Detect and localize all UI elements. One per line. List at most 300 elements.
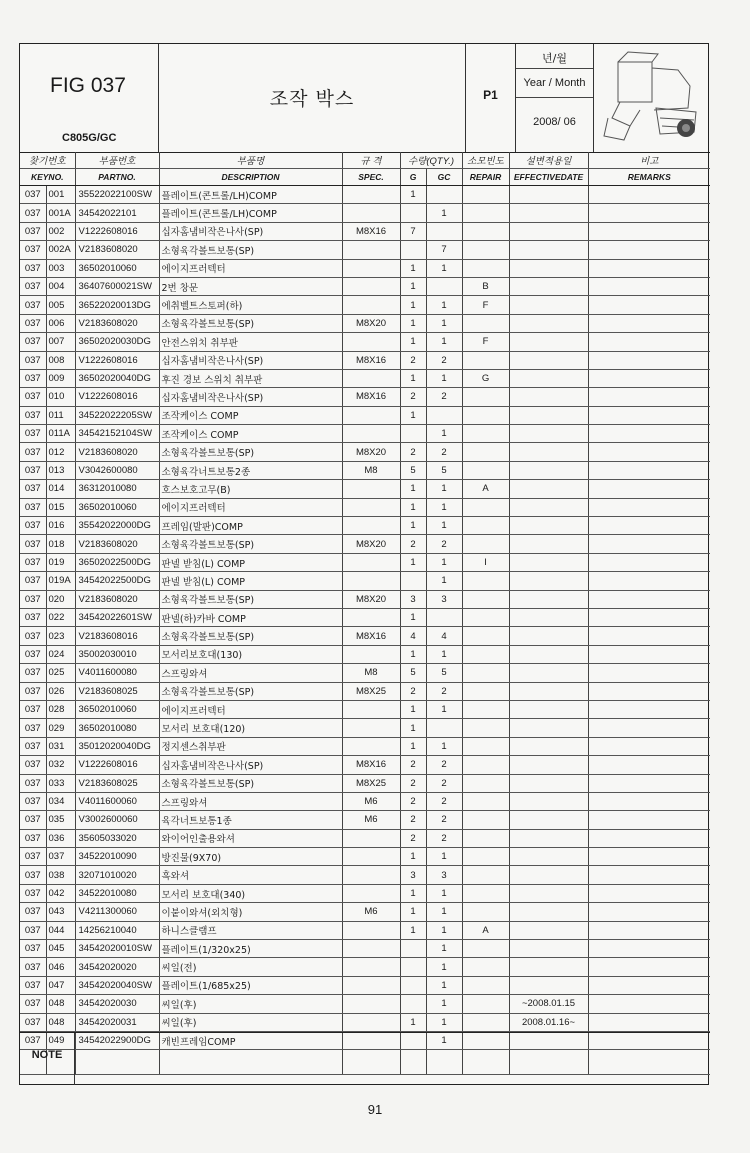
table-row	[20, 259, 710, 277]
part-description: 이붙이와셔(외치형)	[159, 903, 342, 921]
qty-g: 1	[400, 903, 426, 921]
remarks	[588, 719, 710, 737]
keyno-prefix: 037	[20, 351, 46, 369]
qty-g: 1	[400, 498, 426, 516]
effective-date	[509, 884, 588, 902]
repair-code	[462, 995, 509, 1013]
part-spec	[342, 645, 400, 663]
remarks	[588, 940, 710, 958]
qty-g: 5	[400, 664, 426, 682]
qty-gc: 1	[426, 517, 462, 535]
part-description: 소형육각너트보통2종	[159, 461, 342, 479]
table-row	[20, 737, 710, 755]
repair-code	[462, 572, 509, 590]
part-spec: M8X16	[342, 351, 400, 369]
note-label: NOTE	[20, 1033, 75, 1085]
keyno-suffix: 005	[46, 296, 75, 314]
remarks	[588, 241, 710, 259]
keyno-prefix: 037	[20, 645, 46, 663]
qty-g: 3	[400, 590, 426, 608]
part-description: 에이지프러텍터	[159, 498, 342, 516]
remarks	[588, 903, 710, 921]
qty-g: 1	[400, 277, 426, 295]
table-row	[20, 811, 710, 829]
table-row	[20, 682, 710, 700]
date-cell	[516, 44, 594, 152]
table-row	[20, 627, 710, 645]
keyno-suffix: 016	[46, 517, 75, 535]
effective-date	[509, 572, 588, 590]
effective-date	[509, 792, 588, 810]
qty-gc: 5	[426, 664, 462, 682]
part-description: 정지센스취부판	[159, 737, 342, 755]
part-spec	[342, 700, 400, 718]
keyno-prefix: 037	[20, 866, 46, 884]
part-number: 34542022601SW	[75, 608, 159, 626]
qty-g: 2	[400, 351, 426, 369]
table-row	[20, 222, 710, 240]
repair-code: I	[462, 553, 509, 571]
repair-code	[462, 406, 509, 424]
qty-g	[400, 572, 426, 590]
table-row	[20, 590, 710, 608]
table-row	[20, 461, 710, 479]
table-row	[20, 958, 710, 976]
keyno-suffix: 009	[46, 369, 75, 387]
date-label-ko: 년/월	[542, 52, 567, 65]
qty-gc: 1	[426, 572, 462, 590]
keyno-prefix: 037	[20, 277, 46, 295]
effective-date	[509, 222, 588, 240]
keyno-suffix: 031	[46, 737, 75, 755]
part-number: V2183608020	[75, 443, 159, 461]
col-eff-en: EFFECTIVEDATE	[509, 169, 588, 186]
part-spec: M8X16	[342, 388, 400, 406]
qty-gc: 1	[426, 498, 462, 516]
table-row	[20, 664, 710, 682]
effective-date	[509, 811, 588, 829]
remarks	[588, 829, 710, 847]
qty-gc: 2	[426, 774, 462, 792]
part-number: V2183608020	[75, 535, 159, 553]
part-description: 판넬 받침(L) COMP	[159, 553, 342, 571]
remarks	[588, 480, 710, 498]
part-number: 34542022500DG	[75, 572, 159, 590]
repair-code	[462, 241, 509, 259]
table-row	[20, 443, 710, 461]
qty-gc: 1	[426, 553, 462, 571]
effective-date: 2008.01.16~	[509, 1013, 588, 1031]
part-number: V1222608016	[75, 351, 159, 369]
effective-date	[509, 590, 588, 608]
qty-g: 1	[400, 369, 426, 387]
part-number: V1222608016	[75, 756, 159, 774]
qty-g: 1	[400, 517, 426, 535]
keyno-prefix: 037	[20, 829, 46, 847]
table-row	[20, 572, 710, 590]
qty-g: 1	[400, 186, 426, 204]
remarks	[588, 498, 710, 516]
keyno-suffix: 047	[46, 976, 75, 994]
note-row	[20, 1032, 710, 1085]
part-number: 35542022000DG	[75, 517, 159, 535]
part-number: V3002600060	[75, 811, 159, 829]
effective-date	[509, 351, 588, 369]
part-description: 모서리보호대(130)	[159, 645, 342, 663]
keyno-suffix: 037	[46, 848, 75, 866]
effective-date	[509, 829, 588, 847]
col-remarks-ko: 비고	[588, 152, 710, 169]
table-row	[20, 700, 710, 718]
part-description: 에이지프러텍터	[159, 259, 342, 277]
part-description: 플레이트(1/320x25)	[159, 940, 342, 958]
keyno-suffix: 028	[46, 700, 75, 718]
qty-gc: 1	[426, 995, 462, 1013]
table-row	[20, 1013, 710, 1031]
keyno-prefix: 037	[20, 333, 46, 351]
keyno-prefix: 037	[20, 296, 46, 314]
qty-gc	[426, 277, 462, 295]
qty-g: 1	[400, 645, 426, 663]
keyno-prefix: 037	[20, 443, 46, 461]
remarks	[588, 222, 710, 240]
keyno-suffix: 015	[46, 498, 75, 516]
keyno-suffix: 011A	[46, 425, 75, 443]
table-row	[20, 884, 710, 902]
part-number: 34542020031	[75, 1013, 159, 1031]
col-qty-ko: 수량(QTY.)	[400, 152, 462, 169]
table-row	[20, 369, 710, 387]
remarks	[588, 645, 710, 663]
keyno-prefix: 037	[20, 608, 46, 626]
qty-gc: 7	[426, 241, 462, 259]
effective-date	[509, 259, 588, 277]
qty-gc: 2	[426, 535, 462, 553]
harvester-thumbnail-image	[600, 48, 704, 146]
parts-sheet	[19, 43, 709, 1085]
table-row	[20, 608, 710, 626]
keyno-prefix: 037	[20, 517, 46, 535]
part-number: V1222608016	[75, 388, 159, 406]
table-row	[20, 535, 710, 553]
qty-gc: 1	[426, 645, 462, 663]
part-description: 와이어인출용와셔	[159, 829, 342, 847]
keyno-suffix: 023	[46, 627, 75, 645]
part-spec: M8X25	[342, 682, 400, 700]
qty-g: 1	[400, 1013, 426, 1031]
header-row-korean	[20, 152, 710, 169]
keyno-suffix: 008	[46, 351, 75, 369]
date-value: 2008/ 06	[533, 116, 576, 128]
part-number: 34542020020	[75, 958, 159, 976]
qty-gc: 5	[426, 461, 462, 479]
remarks	[588, 259, 710, 277]
qty-g: 1	[400, 553, 426, 571]
remarks	[588, 572, 710, 590]
table-row	[20, 940, 710, 958]
effective-date	[509, 186, 588, 204]
remarks	[588, 811, 710, 829]
part-number: 36407600021SW	[75, 277, 159, 295]
remarks	[588, 921, 710, 939]
qty-g: 2	[400, 756, 426, 774]
keyno-prefix: 037	[20, 461, 46, 479]
qty-g	[400, 204, 426, 222]
table-row	[20, 333, 710, 351]
remarks	[588, 553, 710, 571]
col-partno-ko: 부품번호	[75, 152, 159, 169]
part-spec: M6	[342, 811, 400, 829]
part-spec	[342, 369, 400, 387]
qty-gc: 1	[426, 921, 462, 939]
repair-code	[462, 700, 509, 718]
part-spec	[342, 498, 400, 516]
repair-code	[462, 608, 509, 626]
qty-gc: 1	[426, 976, 462, 994]
keyno-suffix: 007	[46, 333, 75, 351]
effective-date	[509, 608, 588, 626]
repair-code	[462, 425, 509, 443]
remarks	[588, 351, 710, 369]
qty-g	[400, 940, 426, 958]
effective-date	[509, 682, 588, 700]
qty-gc: 2	[426, 388, 462, 406]
qty-gc: 1	[426, 369, 462, 387]
repair-code	[462, 259, 509, 277]
col-repair-ko: 소모빈도	[462, 152, 509, 169]
repair-code	[462, 645, 509, 663]
qty-g: 1	[400, 700, 426, 718]
col-desc-en: DESCRIPTION	[159, 169, 342, 186]
part-description: 씨일(후)	[159, 1013, 342, 1031]
part-spec	[342, 884, 400, 902]
qty-g: 2	[400, 388, 426, 406]
qty-gc: 2	[426, 792, 462, 810]
keyno-suffix: 012	[46, 443, 75, 461]
part-description: 십자홈냄비작은나사(SP)	[159, 222, 342, 240]
repair-code	[462, 848, 509, 866]
keyno-prefix: 037	[20, 976, 46, 994]
table-row	[20, 976, 710, 994]
keyno-suffix: 048	[46, 1013, 75, 1031]
part-description: 소형육각볼트보통(SP)	[159, 682, 342, 700]
effective-date	[509, 903, 588, 921]
part-description: 소형육각볼트보통(SP)	[159, 443, 342, 461]
keyno-suffix: 044	[46, 921, 75, 939]
part-number: 34542020040SW	[75, 976, 159, 994]
keyno-prefix: 037	[20, 1031, 46, 1049]
keyno-suffix: 018	[46, 535, 75, 553]
keyno-prefix: 037	[20, 884, 46, 902]
remarks	[588, 461, 710, 479]
part-description: 2번 창문	[159, 277, 342, 295]
remarks	[588, 314, 710, 332]
repair-code	[462, 1013, 509, 1031]
keyno-prefix: 037	[20, 480, 46, 498]
part-description: 십자홈냄비작은나사(SP)	[159, 351, 342, 369]
table-row	[20, 829, 710, 847]
table-row	[20, 498, 710, 516]
keyno-prefix: 037	[20, 498, 46, 516]
qty-g	[400, 976, 426, 994]
qty-g: 1	[400, 480, 426, 498]
part-description: 모서리 보호대(340)	[159, 884, 342, 902]
qty-g: 1	[400, 884, 426, 902]
keyno-suffix: 038	[46, 866, 75, 884]
effective-date	[509, 314, 588, 332]
part-number: 34542152104SW	[75, 425, 159, 443]
remarks	[588, 425, 710, 443]
qty-gc: 1	[426, 848, 462, 866]
qty-g: 1	[400, 333, 426, 351]
keyno-prefix: 037	[20, 1013, 46, 1031]
keyno-prefix: 037	[20, 572, 46, 590]
remarks	[588, 608, 710, 626]
table-row	[20, 848, 710, 866]
part-spec: M8X20	[342, 443, 400, 461]
part-spec: M8X16	[342, 222, 400, 240]
table-row	[20, 186, 710, 204]
effective-date	[509, 425, 588, 443]
part-number: 34542022101	[75, 204, 159, 222]
keyno-prefix: 037	[20, 756, 46, 774]
keyno-suffix: 046	[46, 958, 75, 976]
repair-code	[462, 461, 509, 479]
part-spec	[342, 186, 400, 204]
part-spec	[342, 866, 400, 884]
keyno-prefix: 037	[20, 700, 46, 718]
col-repair-en: REPAIR	[462, 169, 509, 186]
keyno-prefix: 037	[20, 719, 46, 737]
remarks	[588, 958, 710, 976]
repair-code	[462, 940, 509, 958]
table-row	[20, 645, 710, 663]
keyno-prefix: 037	[20, 369, 46, 387]
qty-gc: 4	[426, 627, 462, 645]
qty-gc	[426, 222, 462, 240]
part-spec	[342, 608, 400, 626]
part-spec	[342, 204, 400, 222]
effective-date	[509, 627, 588, 645]
part-number: 34522010090	[75, 848, 159, 866]
keyno-suffix: 042	[46, 884, 75, 902]
keyno-suffix: 032	[46, 756, 75, 774]
part-spec	[342, 259, 400, 277]
part-spec	[342, 976, 400, 994]
part-spec	[342, 848, 400, 866]
effective-date	[509, 921, 588, 939]
part-description: 판넬(하)카바 COMP	[159, 608, 342, 626]
page-code: P1	[483, 88, 498, 102]
qty-gc	[426, 186, 462, 204]
part-spec	[342, 406, 400, 424]
repair-code: F	[462, 333, 509, 351]
effective-date	[509, 443, 588, 461]
col-desc-ko: 부품명	[159, 152, 342, 169]
qty-g: 1	[400, 259, 426, 277]
keyno-suffix: 029	[46, 719, 75, 737]
part-description: 소형육각볼트보통(SP)	[159, 314, 342, 332]
keyno-suffix: 022	[46, 608, 75, 626]
figure-number: FIG 037	[50, 74, 126, 97]
part-description: 씨일(후)	[159, 995, 342, 1013]
part-description: 캐빈프레임COMP	[159, 1031, 342, 1049]
remarks	[588, 333, 710, 351]
keyno-suffix: 034	[46, 792, 75, 810]
keyno-suffix: 035	[46, 811, 75, 829]
repair-code: F	[462, 296, 509, 314]
part-number: V4011600060	[75, 792, 159, 810]
qty-g: 1	[400, 314, 426, 332]
table-row	[20, 903, 710, 921]
keyno-prefix: 037	[20, 590, 46, 608]
qty-gc: 3	[426, 590, 462, 608]
part-spec	[342, 296, 400, 314]
part-description: 스프링와셔	[159, 664, 342, 682]
table-row	[20, 719, 710, 737]
part-description: 십자홈냄비작은나사(SP)	[159, 388, 342, 406]
part-number: V4011600080	[75, 664, 159, 682]
part-number: V2183608020	[75, 590, 159, 608]
part-description: 소형육각볼트보통(SP)	[159, 590, 342, 608]
keyno-prefix: 037	[20, 682, 46, 700]
table-row	[20, 406, 710, 424]
part-description: 소형육각볼트보통(SP)	[159, 774, 342, 792]
qty-g: 1	[400, 719, 426, 737]
part-description: 판넬 받침(L) COMP	[159, 572, 342, 590]
repair-code: A	[462, 480, 509, 498]
keyno-prefix: 037	[20, 940, 46, 958]
repair-code	[462, 517, 509, 535]
qty-g: 2	[400, 443, 426, 461]
page-title: 조작 박스	[269, 88, 355, 110]
part-number: V2183608025	[75, 682, 159, 700]
col-remarks-en: REMARKS	[588, 169, 710, 186]
qty-gc: 2	[426, 756, 462, 774]
remarks	[588, 756, 710, 774]
qty-gc: 2	[426, 351, 462, 369]
effective-date	[509, 664, 588, 682]
part-description: 하니스클램프	[159, 921, 342, 939]
col-partno-en: PARTNO.	[75, 169, 159, 186]
part-description: 에이지프러텍터	[159, 700, 342, 718]
repair-code	[462, 498, 509, 516]
repair-code	[462, 314, 509, 332]
table-row	[20, 425, 710, 443]
part-spec	[342, 921, 400, 939]
part-description: 조작케이스 COMP	[159, 425, 342, 443]
effective-date	[509, 406, 588, 424]
table-row	[20, 314, 710, 332]
qty-gc	[426, 719, 462, 737]
qty-gc: 3	[426, 866, 462, 884]
qty-g: 2	[400, 829, 426, 847]
qty-g: 2	[400, 682, 426, 700]
keyno-prefix: 037	[20, 995, 46, 1013]
qty-g: 1	[400, 608, 426, 626]
keyno-suffix: 013	[46, 461, 75, 479]
keyno-suffix: 024	[46, 645, 75, 663]
qty-g: 1	[400, 848, 426, 866]
part-number: V2183608016	[75, 627, 159, 645]
effective-date	[509, 296, 588, 314]
keyno-prefix: 037	[20, 314, 46, 332]
table-row	[20, 388, 710, 406]
repair-code	[462, 866, 509, 884]
remarks	[588, 535, 710, 553]
part-spec: M8	[342, 664, 400, 682]
remarks	[588, 848, 710, 866]
